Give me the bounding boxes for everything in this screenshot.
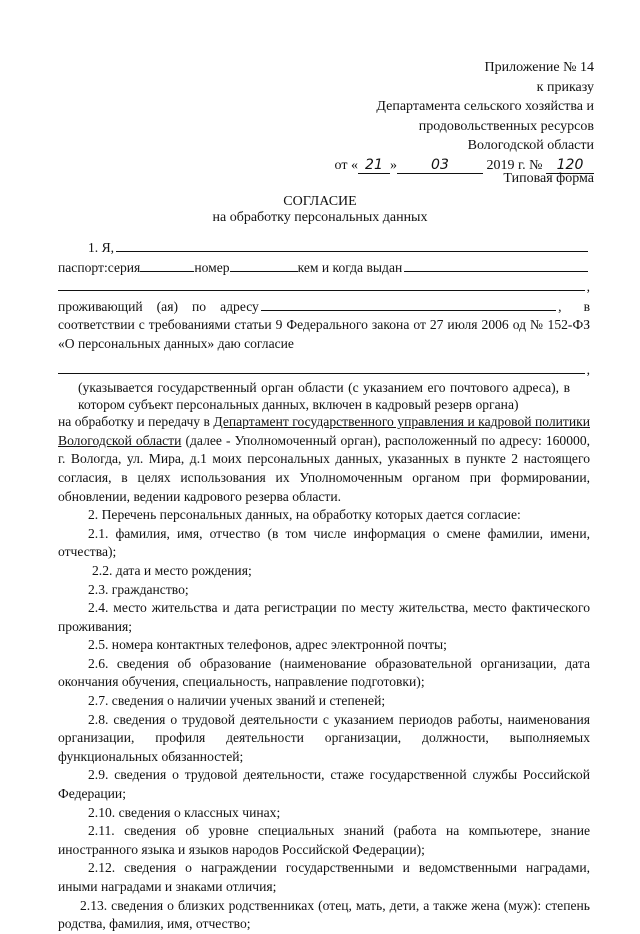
passport-issued-cont-line (58, 277, 590, 297)
living-word-5: в (583, 298, 590, 314)
appendix-region: Вологодской области (467, 138, 594, 153)
name-line (58, 238, 590, 258)
transfer-department: Департамент государственного управления и кадровой политики Вологодской области (58, 414, 590, 448)
handwritten-order-number: 120 (546, 158, 594, 174)
list-item-2-12: 2.12. сведения о награждении государственными и ведомственными наградами, иными наградами и знаками отличия; (58, 860, 590, 894)
appendix-department: Департамента сельского хозяйства и (376, 99, 594, 114)
authority-line (58, 360, 590, 380)
name-blank (116, 238, 588, 252)
address-blank (261, 297, 556, 311)
date-mid: » (389, 157, 397, 173)
handwritten-month: 03 (397, 158, 483, 174)
passport-number-label: номер (194, 259, 230, 275)
document-body (58, 238, 590, 934)
list-item-2-4: 2.4. место жительства и дата регистрации по месту жительства, место фактического проживания; (58, 600, 590, 634)
list-item-2-7: 2.7. сведения о наличии ученых званий и степеней; (88, 693, 386, 709)
compliance-text: соответствии с требованиями статьи 9 Федерального закона от 27 июля 2006 од № 152-ФЗ «О персональных данных» даю согласие (58, 317, 590, 351)
passport-series-label: паспорт:серия (58, 259, 141, 275)
list-item-2-2: 2.2. дата и место рождения; (92, 562, 252, 578)
appendix-department-cont: продовольственных ресурсов (418, 118, 594, 134)
date-prefix: от « (334, 157, 358, 173)
passport-issued-label: кем и когда выдан (297, 259, 403, 275)
passport-series-blank (140, 258, 194, 272)
list-item-2-9: 2.9. сведения о трудовой деятельности, стаже государственной службы Российской Федерации; (58, 767, 590, 802)
passport-line (58, 258, 590, 278)
comma-2: , (586, 361, 590, 377)
list-item-2-10: 2.10. сведения о классных чинах; (88, 804, 281, 820)
living-comma: , (558, 298, 562, 314)
appendix-number: Приложение № 14 (484, 60, 594, 75)
authority-blank (58, 360, 585, 374)
living-word-2: (ая) (156, 298, 178, 314)
list-item-2-6: 2.6. сведения об образование (наименование образовательной организации, дата окончания обучения, специальность, направление подготовки); (58, 655, 590, 690)
form-type-label: Типовая форма (503, 171, 594, 186)
passport-issued-blank (404, 258, 588, 272)
living-word-1: проживающий (58, 298, 143, 314)
list-item-2-11: 2.11. сведения об уровне специальных знаний (работа на компьютере, знание иностранного языка и языков народов Российской Федерации); (58, 823, 590, 857)
transfer-intro: на обработку и передачу в (58, 414, 210, 430)
address-line (58, 297, 590, 317)
appendix-order: к приказу (536, 79, 594, 95)
list-item-2-3: 2.3. гражданство; (88, 581, 189, 597)
authority-note: (указывается государственный орган области (с указанием его почтового адреса), в котором субъект персональных данных, включен в кадровый резерв органа) (78, 380, 570, 413)
handwritten-day: 21 (358, 158, 390, 174)
clause-1-start: 1. Я, (88, 240, 115, 255)
list-item-2-1: 2.1. фамилия, имя, отчество (в том числе информация о смене фамилии, имени, отчества); (58, 525, 590, 560)
document-subtitle: на обработку персональных данных (212, 210, 428, 225)
comma-1: , (586, 279, 590, 295)
list-item-2-5: 2.5. номера контактных телефонов, адрес электронной почты; (88, 637, 447, 653)
living-word-4: адресу (220, 298, 259, 314)
passport-number-blank (230, 258, 298, 272)
clause-2-heading: 2. Перечень персональных данных, на обработку которых дается согласие: (88, 507, 521, 523)
transfer-details: (далее - Уполномоченный орган), расположенный по адресу: 160000, г. Вологда, ул. Мира, д.1 моих персональных данных, указанных в пункте 2 настоящего согласия, в целях использования их Уполномоченным органом при формировании, обновлении, ведении кадрового резерва области. (58, 432, 591, 504)
living-word-3: по (192, 298, 207, 314)
passport-issued-cont-blank (58, 277, 585, 291)
list-item-2-8: 2.8. сведения о трудовой деятельности с указанием периодов работы, наименования организации, профиля деятельности организации, должности, выполняемых функциональных обязанностей; (58, 711, 590, 764)
list-item-2-13: 2.13. сведения о близких родственниках (отец, мать, дети, а также жена (муж): степень родства, фамилия, имя, отчество; (58, 897, 590, 932)
document-title: СОГЛАСИЕ (283, 194, 357, 209)
transfer-text (58, 413, 590, 506)
date-year: 2019 г. № (486, 157, 543, 173)
appendix-header (335, 58, 594, 175)
